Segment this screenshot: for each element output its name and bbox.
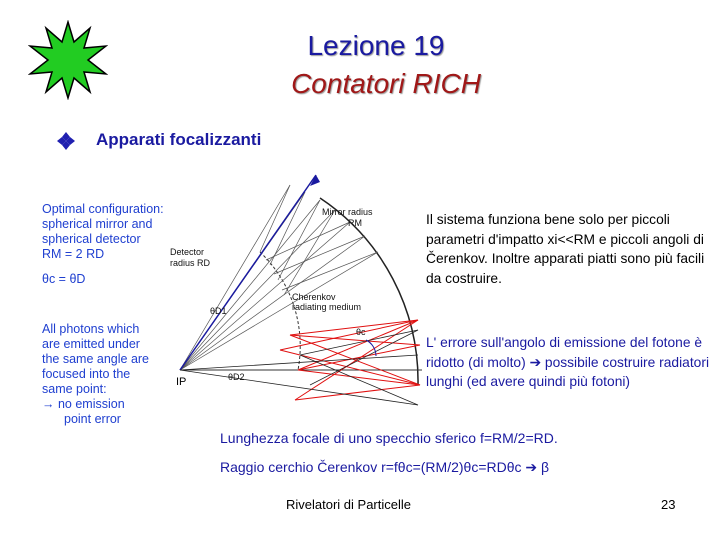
theta-d1-label: θD1 bbox=[210, 306, 227, 316]
note-line: the same angle are bbox=[42, 352, 150, 366]
note-line: θc = θD bbox=[42, 272, 86, 286]
paragraph-2: L' errore sull'angolo di emissione del fotone è ridotto (di molto) ➔ possibile costruire radiatori lunghi (ed avere quindi più fotoni) bbox=[426, 335, 710, 390]
diamond-bullet-icon bbox=[56, 131, 76, 151]
formula-ring-radius: Raggio cerchio Čerenkov r=fθc=(RM/2)θc=RDθc ➔ β bbox=[220, 459, 550, 475]
bullet-heading: Apparati focalizzanti bbox=[96, 130, 262, 149]
footer-text: Rivelatori di Particelle bbox=[286, 497, 411, 512]
figure-notes bbox=[42, 202, 164, 287]
page-subtitle: Contatori RICH bbox=[291, 68, 481, 99]
note-line: are emitted under bbox=[42, 337, 140, 351]
note-line: spherical mirror and bbox=[42, 217, 153, 231]
mirror-radius-symbol: RM bbox=[348, 218, 362, 228]
note-line: focused into the bbox=[42, 367, 131, 381]
note-line: All photons which bbox=[42, 322, 140, 336]
radiating-medium-label: radiating medium bbox=[292, 302, 362, 312]
note-line: point error bbox=[64, 412, 121, 426]
page-title: Lezione 19 bbox=[307, 30, 445, 61]
note-line: spherical detector bbox=[42, 232, 141, 246]
figure-notes-2 bbox=[42, 322, 149, 427]
formula-focal-length: Lunghezza focale di uno specchio sferico f=RM/2=RD. bbox=[220, 430, 558, 446]
ip-label: IP bbox=[176, 376, 187, 388]
detector-label: Detector bbox=[170, 247, 205, 257]
note-line: Optimal configuration: bbox=[42, 202, 164, 216]
note-line: same point: bbox=[42, 382, 107, 396]
detector-radius-label: radius RD bbox=[170, 258, 211, 268]
paragraph-1: Il sistema funziona bene solo per piccoli parametri d'impatto xi<<RM e piccoli angoli di Čerenkov. Inoltre apparati piatti sono più facili da costruire. bbox=[426, 212, 705, 286]
mirror-radius-label: Mirror radius bbox=[322, 207, 373, 217]
cherenkov-label: Cherenkov bbox=[292, 292, 336, 302]
page-number: 23 bbox=[661, 497, 676, 512]
theta-d2-label: θD2 bbox=[228, 372, 245, 382]
note-line: RM = 2 RD bbox=[42, 247, 105, 261]
theta-c-label: θc bbox=[356, 327, 366, 337]
note-line: → no emission bbox=[42, 397, 125, 411]
